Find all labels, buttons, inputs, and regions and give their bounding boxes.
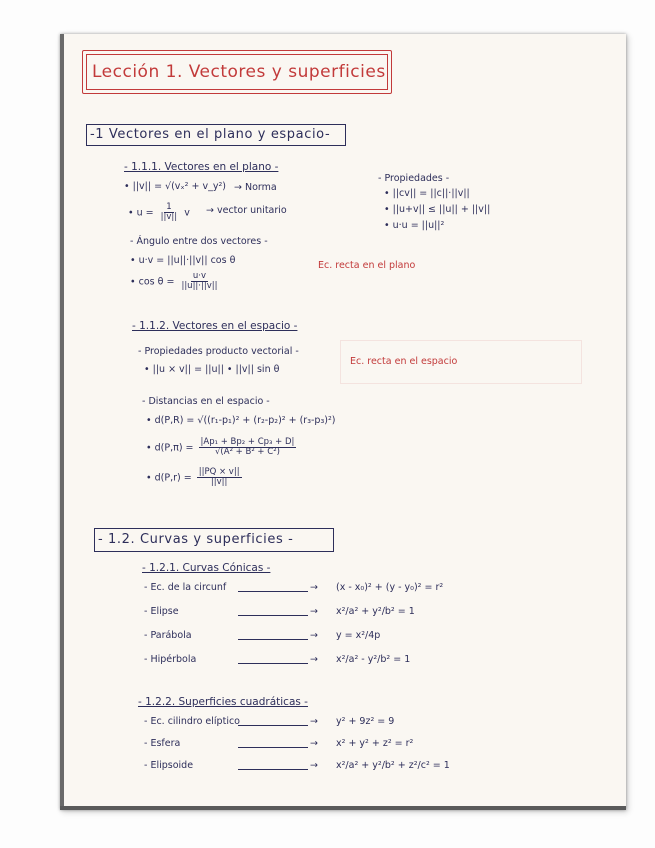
- norma-label: → Norma: [234, 182, 277, 193]
- cross-heading: - Propiedades producto vectorial -: [138, 346, 299, 357]
- row-formula: x²/a² - y²/b² = 1: [336, 654, 411, 665]
- row-label: - Hipérbola: [144, 654, 197, 665]
- row-label: - Elipse: [144, 606, 179, 617]
- dist-plane-den: √(A² + B² + C²): [215, 447, 280, 458]
- dot-product-formula: • u·v = ||u||·||v|| cos θ: [130, 255, 236, 266]
- cos-den: ||u||·||v||: [181, 281, 218, 292]
- leader-line: [238, 747, 308, 748]
- row-label: - Esfera: [144, 738, 181, 749]
- row-label: - Ec. de la circunf: [144, 582, 227, 593]
- norma-formula: • ||v|| = √(vₓ² + v_y²): [124, 181, 226, 192]
- dist-line-fraction: [197, 468, 242, 488]
- dist-line-formula: [146, 468, 244, 488]
- note-recta-plano: Ec. recta en el plano: [318, 260, 416, 271]
- arrow-glyph: →: [310, 716, 318, 727]
- arrow-glyph: →: [310, 630, 318, 641]
- leader-line: [238, 663, 308, 664]
- page-title: Lección 1. Vectores y superficies: [92, 62, 386, 82]
- row-formula: x²/a² + y²/b² + z²/c² = 1: [336, 760, 450, 771]
- angle-heading: - Ángulo entre dos vectores -: [130, 236, 268, 247]
- arrow-glyph: →: [310, 760, 318, 771]
- page-bottom-edge: [60, 806, 626, 810]
- unit-vector-formula: [128, 203, 190, 223]
- props-heading: - Propiedades -: [378, 173, 450, 184]
- unit-frac-den: ||v||: [160, 212, 178, 223]
- unit-fraction: [159, 203, 180, 223]
- dist-plane-num: |Ap₁ + Bp₂ + Cp₃ + D|: [200, 437, 295, 447]
- unit-prefix: • u =: [128, 207, 154, 219]
- row-label: - Parábola: [144, 630, 192, 641]
- leader-line: [238, 591, 308, 592]
- unit-suffix: v: [184, 207, 190, 219]
- row-formula: y = x²/4p: [336, 630, 381, 641]
- sub111-heading: - 1.1.1. Vectores en el plano -: [124, 161, 279, 173]
- cos-prefix: • cos θ =: [130, 276, 175, 288]
- arrow-glyph: →: [310, 654, 318, 665]
- dist-line-den: ||v||: [210, 477, 228, 488]
- section2-heading: - 1.2. Curvas y superficies -: [98, 532, 294, 547]
- arrow-glyph: →: [310, 606, 318, 617]
- row-label: - Elipsoide: [144, 760, 194, 771]
- unit-frac-num: 1: [166, 202, 172, 212]
- cos-num: u·v: [192, 271, 207, 281]
- dist-plane-formula: [146, 438, 298, 458]
- cos-fraction: [179, 272, 219, 292]
- section1-heading: -1 Vectores en el plano y espacio-: [90, 127, 331, 142]
- row-formula: (x - x₀)² + (y - y₀)² = r²: [336, 582, 444, 593]
- leader-line: [238, 725, 308, 726]
- cos-formula: [130, 272, 221, 292]
- sub112-heading: - 1.1.2. Vectores en el espacio -: [132, 320, 298, 332]
- dist-plane-fraction: [199, 438, 297, 458]
- leader-line: [238, 639, 308, 640]
- arrow-glyph: →: [310, 738, 318, 749]
- leader-line: [238, 769, 308, 770]
- cross-formula: • ||u × v|| = ||u|| • ||v|| sin θ: [144, 364, 280, 375]
- dist-line-num: ||PQ × v||: [198, 467, 240, 477]
- prop-1: • ||cv|| = ||c||·||v||: [384, 188, 470, 199]
- dist-heading: - Distancias en el espacio -: [142, 396, 270, 407]
- page-edge: [60, 34, 64, 810]
- leader-line: [238, 615, 308, 616]
- arrow-glyph: →: [310, 582, 318, 593]
- row-label: - Ec. cilindro elíptico: [144, 716, 240, 727]
- dist-plane-prefix: • d(P,π) =: [146, 442, 194, 454]
- notebook-page: [60, 34, 626, 810]
- sub121-heading: - 1.2.1. Curvas Cónicas -: [142, 562, 271, 574]
- row-formula: x²/a² + y²/b² = 1: [336, 606, 415, 617]
- sub122-heading: - 1.2.2. Superficies cuadráticas -: [138, 696, 308, 708]
- dist-line-prefix: • d(P,r) =: [146, 472, 192, 484]
- row-formula: y² + 9z² = 9: [336, 716, 395, 727]
- unit-label: → vector unitario: [206, 205, 287, 216]
- note-recta-espacio: Ec. recta en el espacio: [350, 356, 458, 367]
- prop-2: • ||u+v|| ≤ ||u|| + ||v||: [384, 204, 491, 215]
- prop-3: • u·u = ||u||²: [384, 220, 445, 231]
- dist-points-formula: • d(P,R) = √((r₁-p₁)² + (r₂-p₂)² + (r₃-p₃)²): [146, 415, 336, 426]
- row-formula: x² + y² + z² = r²: [336, 738, 414, 749]
